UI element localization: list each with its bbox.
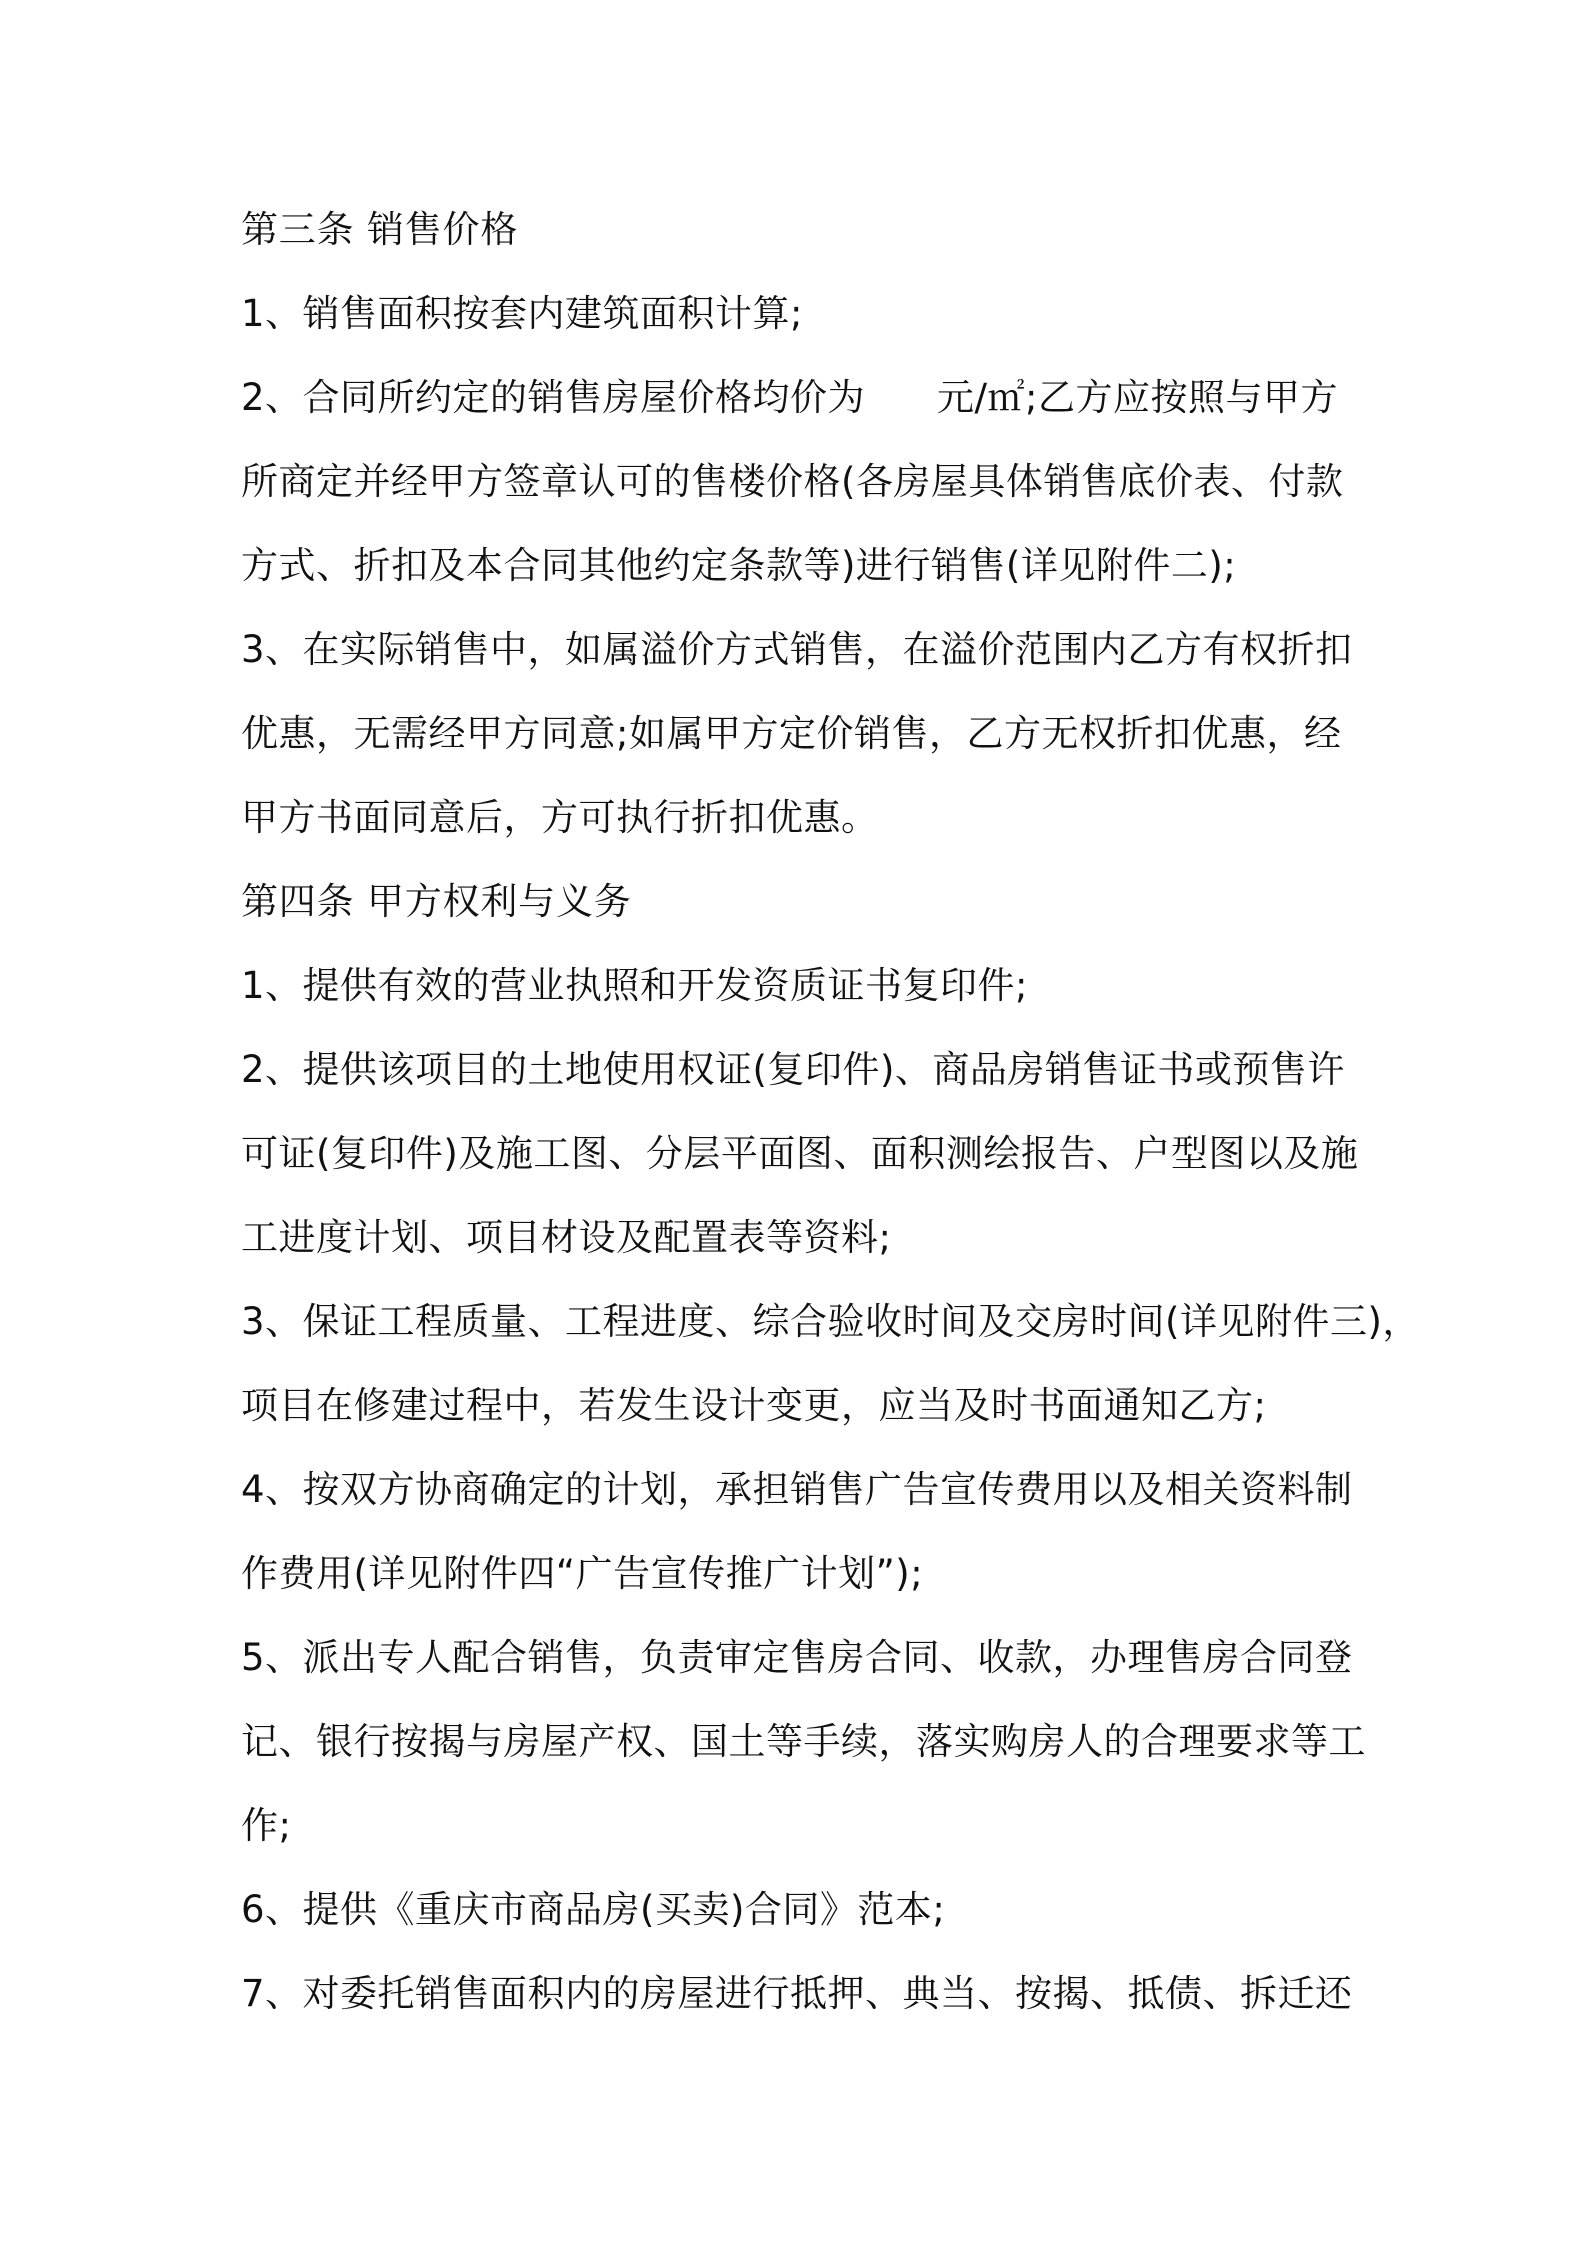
article-4-item-3-line-1: 3、保证工程质量、工程进度、综合验收时间及交房时间(详见附件三)，	[241, 1300, 1420, 1343]
document-body	[241, 198, 1420, 2046]
article-4-item-4-line-1: 4、按双方协商确定的计划，承担销售广告宣传费用以及相关资料制	[241, 1468, 1353, 1511]
article-4-item-3-line-2: 项目在修建过程中，若发生设计变更，应当及时书面通知乙方;	[241, 1384, 1267, 1427]
article-4-item-5-line-2: 记、银行按揭与房屋产权、国土等手续，落实购房人的合理要求等工	[241, 1720, 1366, 1763]
article-3-item-2-line-3: 方式、折扣及本合同其他约定条款等)进行销售(详见附件二);	[241, 544, 1237, 587]
article-3-item-1: 1、销售面积按套内建筑面积计算;	[241, 292, 804, 335]
article-3-item-2-line-1	[241, 366, 1356, 450]
article-4-item-4-line-2: 作费用(详见附件四“广告宣传推广计划”);	[241, 1552, 924, 1595]
article-3-item-2-part-1: 2、合同所约定的销售房屋价格均价为	[241, 376, 866, 419]
article-3-item-3-line-2: 优惠，无需经甲方同意;如属甲方定价销售，乙方无权折扣优惠，经	[241, 712, 1342, 755]
article-4-item-2-line-3: 工进度计划、项目材设及配置表等资料;	[241, 1216, 892, 1259]
article-3-item-2-line-2: 所商定并经甲方签章认可的售楼价格(各房屋具体销售底价表、付款	[241, 460, 1344, 503]
article-3-item-3-line-3: 甲方书面同意后，方可执行折扣优惠。	[241, 796, 879, 839]
article-4-heading: 第四条 甲方权利与义务	[241, 880, 632, 923]
article-4-item-2-line-2: 可证(复印件)及施工图、分层平面图、面积测绘报告、户型图以及施	[241, 1132, 1359, 1175]
article-3-item-3-line-1: 3、在实际销售中，如属溢价方式销售，在溢价范围内乙方有权折扣	[241, 628, 1353, 671]
article-4-item-5-line-1: 5、派出专人配合销售，负责审定售房合同、收款，办理售房合同登	[241, 1636, 1353, 1679]
article-3-item-2-part-2: 元/㎡;乙方应按照与甲方	[937, 376, 1338, 419]
article-4-item-7-line-1: 7、对委托销售面积内的房屋进行抵押、典当、按揭、抵债、拆迁还	[241, 1972, 1353, 2015]
article-4-item-6: 6、提供《重庆市商品房(买卖)合同》范本;	[241, 1888, 946, 1931]
article-4-item-5-line-3: 作;	[241, 1804, 292, 1847]
article-4-item-2-line-1: 2、提供该项目的土地使用权证(复印件)、商品房销售证书或预售许	[241, 1048, 1345, 1091]
article-3-heading: 第三条 销售价格	[241, 208, 519, 251]
article-4-item-1: 1、提供有效的营业执照和开发资质证书复印件;	[241, 964, 1029, 1007]
